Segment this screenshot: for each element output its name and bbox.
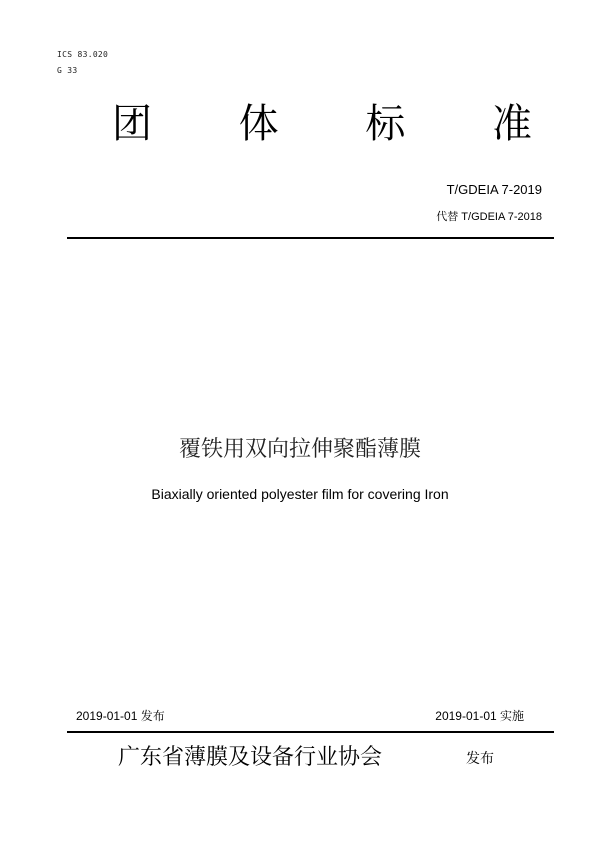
standard-title-english: Biaxially oriented polyester film for covering Iron <box>151 486 449 502</box>
issuing-organization: 广东省薄膜及设备行业协会 <box>118 745 383 770</box>
title-char-3: 标 <box>365 101 406 147</box>
title-char-2: 体 <box>238 101 279 147</box>
title-char-4: 准 <box>491 101 532 147</box>
ccs-code: G 33 <box>57 66 78 75</box>
publish-date: 2019-01-01 发布 <box>76 709 165 723</box>
standard-number: T/GDEIA 7-2019 <box>446 182 542 197</box>
ics-code: ICS 83.020 <box>57 50 109 59</box>
document-type-title <box>112 101 532 147</box>
top-divider <box>67 237 554 239</box>
replaces-standard: 代替 T/GDEIA 7-2018 <box>436 211 542 223</box>
implement-date: 2019-01-01 实施 <box>435 709 524 723</box>
bottom-divider <box>67 731 554 733</box>
title-char-1: 团 <box>112 101 152 147</box>
issue-label: 发布 <box>466 751 494 767</box>
standard-title-chinese: 覆铁用双向拉伸聚酯薄膜 <box>178 437 421 462</box>
